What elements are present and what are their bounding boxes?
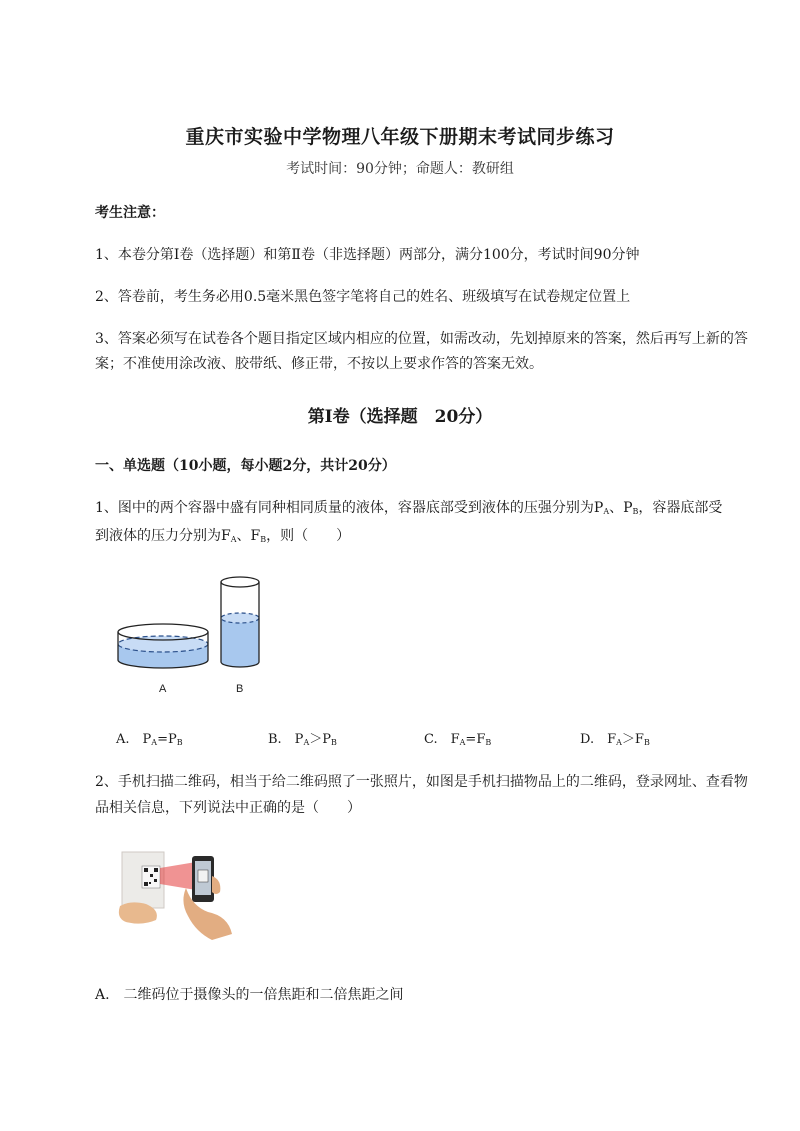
question-1-options (116, 728, 756, 752)
figure-label-a: A (159, 683, 167, 695)
q1-text-seg: ，则（ ） (266, 528, 351, 544)
option-sub: B (330, 738, 337, 747)
part-title: 一、单选题（10小题，每小题2分，共计20分） (95, 458, 396, 474)
option-text: C. F (424, 732, 460, 747)
q1-text-seg: ，容器底部受 (638, 500, 723, 516)
option-a[interactable] (116, 728, 183, 747)
exam-title: 重庆市实验中学物理八年级下册期末考试同步练习 (185, 126, 615, 148)
option-sub: B (485, 738, 492, 747)
question-1-text (95, 496, 750, 552)
q1-text-seg: 1、图中的两个容器中盛有同种相同质量的液体，容器底部受到液体的压强分别为P (95, 500, 604, 516)
option-text: B. P (268, 732, 304, 747)
container-b (221, 577, 259, 667)
q1-sub: B (260, 535, 267, 544)
option-d[interactable] (580, 728, 650, 747)
option-text: ＞P (309, 732, 331, 747)
option-text: ＞F (621, 732, 644, 747)
notice-item-3: 3、答案必须写在试卷各个题目指定区域内相应的位置，如需改动，先划掉原来的答案，然后再写上新的答案；不准使用涂改液、胶带纸、修正带，不按以上要求作答的答案无效。 (95, 331, 748, 372)
question-2-option-a[interactable]: A. 二维码位于摄像头的一倍焦距和二倍焦距之间 (95, 987, 404, 1003)
q1-text-seg: 、P (609, 500, 633, 516)
qr-scan-photo (116, 846, 236, 942)
exam-subtitle: 考试时间：90分钟；命题人：教研组 (286, 161, 514, 177)
option-sub: A (151, 738, 158, 747)
q1-text-seg: 到液体的压力分别为F (95, 528, 231, 544)
containers-figure (110, 572, 280, 702)
container-a (118, 624, 208, 668)
notice-item-2: 2、答卷前，考生务必用0.5毫米黑色签字笔将自己的姓名、班级填写在试卷规定位置上 (95, 289, 631, 305)
option-sub: B (176, 738, 183, 747)
option-text: D. F (580, 732, 617, 747)
figure-label-b: B (236, 683, 244, 695)
option-sub: A (616, 738, 622, 747)
q1-text-seg: 、F (236, 528, 261, 544)
section-title: 第I卷（选择题 20分） (307, 407, 493, 427)
option-sub: B (643, 738, 650, 747)
question-2-text: 2、手机扫描二维码，相当于给二维码照了一张照片，如图是手机扫描物品上的二维码，登录网址、查看物品相关信息，下列说法中正确的是（ ） (95, 774, 748, 816)
option-b[interactable] (268, 728, 337, 747)
option-sub: A (459, 738, 466, 747)
option-text: A. P (116, 732, 152, 747)
q1-sub: A (230, 535, 237, 544)
option-text: =F (465, 732, 486, 747)
option-text: =P (157, 732, 177, 747)
notice-item-1: 1、本卷分第I卷（选择题）和第Ⅱ卷（非选择题）两部分，满分100分，考试时间90分钟 (95, 247, 640, 263)
q1-sub: A (603, 507, 610, 516)
q1-sub: B (632, 507, 639, 516)
option-c[interactable] (424, 728, 491, 747)
option-sub: A (303, 738, 310, 747)
notice-heading: 考生注意： (95, 205, 165, 221)
